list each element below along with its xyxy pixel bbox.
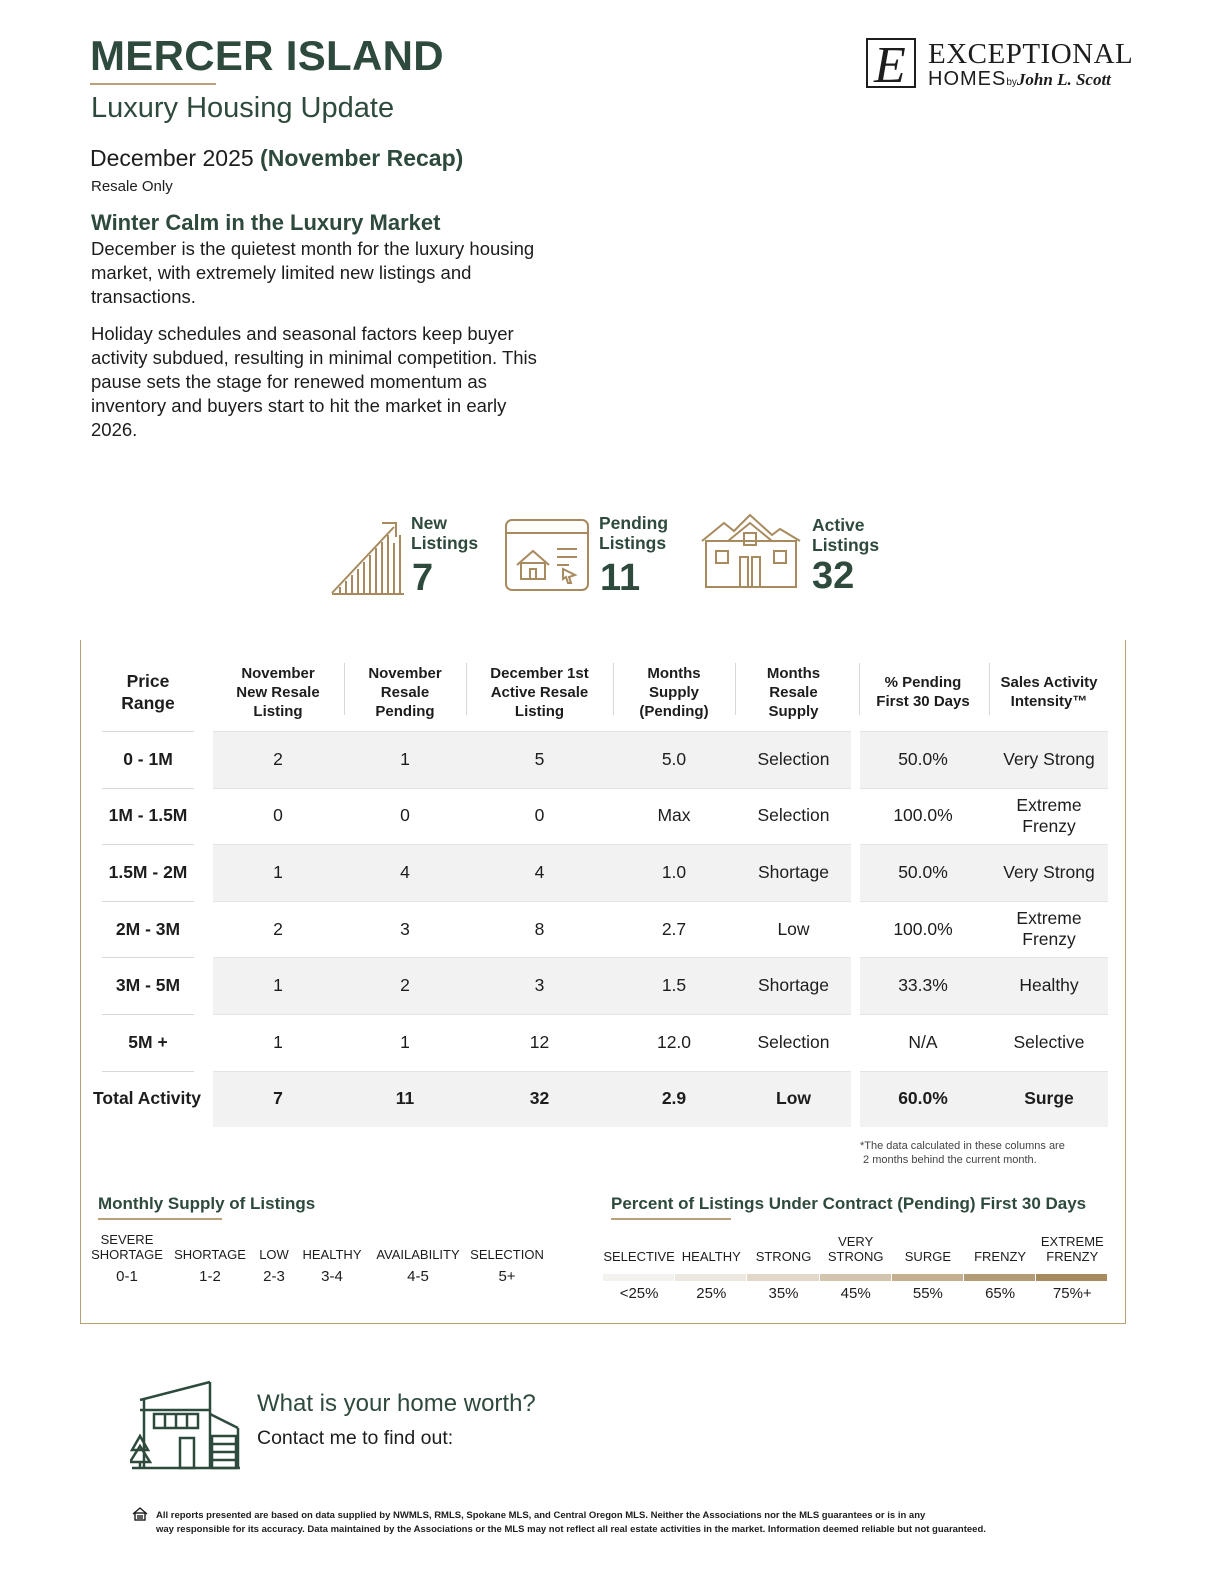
pending-legend-label: HEALTHY xyxy=(681,1249,741,1264)
cta-contact: Contact me to find out: xyxy=(257,1427,454,1449)
article-paragraph-2: Holiday schedules and seasonal factors keep buyer activity subdued, resulting in minimal competition. This pause sets the stage for renewed momentum as inventory and buyers start to hit the market in early 2026. xyxy=(91,323,537,440)
table-cell-resale_supply: Shortage xyxy=(757,861,830,882)
resale-note: Resale Only xyxy=(91,178,173,195)
table-cell-supply_pending: 1.5 xyxy=(661,975,687,996)
equal-housing-icon xyxy=(132,1507,148,1526)
stat-active-label-1: Active xyxy=(812,515,865,535)
stat-pending-label-1: Pending xyxy=(599,513,669,533)
table-cell-active: 4 xyxy=(534,861,545,882)
header-separator xyxy=(344,663,345,715)
page-subtitle: Luxury Housing Update xyxy=(91,92,395,124)
table-cell-active: 5 xyxy=(534,748,545,769)
table-cell-supply_pending: 1.0 xyxy=(661,861,687,882)
stat-active-value: 32 xyxy=(812,555,855,597)
table-cell-pct_pending: 50.0% xyxy=(898,748,948,769)
logo-by: by xyxy=(1006,77,1017,88)
recap-label: (November Recap) xyxy=(260,145,464,171)
supply-legend-label: AVAILABILITY xyxy=(376,1247,460,1262)
table-cell-pending: 4 xyxy=(400,861,410,882)
supply-legend-label: SHORTAGE xyxy=(174,1247,246,1262)
pending-legend-range: 25% xyxy=(696,1285,727,1302)
cta-house-illustration xyxy=(130,1378,242,1475)
pending-legend-swatch xyxy=(892,1274,963,1281)
supply-legend-range: 2-3 xyxy=(263,1268,285,1285)
table-cell-pct_pending: 33.3% xyxy=(898,975,948,996)
modern-house-icon xyxy=(130,1378,242,1470)
table-cell-pct_pending: N/A xyxy=(908,1031,938,1052)
table-cell-resale_supply: Low xyxy=(777,918,810,939)
header-separator xyxy=(735,663,736,715)
table-header-pending: November Resale Pending xyxy=(368,664,442,720)
logo-mark-icon: E xyxy=(866,38,916,88)
pending-legend-range: 45% xyxy=(840,1285,871,1302)
pending-legend-label: SURGE xyxy=(904,1249,951,1264)
table-header-supply_pending: Months Supply (Pending) xyxy=(639,664,709,720)
table-header-resale_supply: Months Resale Supply xyxy=(766,664,821,720)
table-cell-resale_supply: Selection xyxy=(757,805,830,826)
stat-pending-value: 11 xyxy=(600,557,641,599)
pending-legend-title: Percent of Listings Under Contract (Pending) First 30 Days xyxy=(611,1194,1087,1213)
table-header-active: December 1st Active Resale Listing xyxy=(490,664,589,720)
pending-legend-swatch xyxy=(747,1274,818,1281)
stat-pending-label-2: Listings xyxy=(599,533,667,553)
price-range-label: 0 - 1M xyxy=(123,748,173,769)
table-cell-resale_supply: Shortage xyxy=(757,975,830,996)
supply-legend-label: HEALTHY xyxy=(302,1247,362,1262)
table-header-range: Price Range xyxy=(121,671,175,713)
header-separator xyxy=(466,663,467,715)
price-range-label: 1.5M - 2M xyxy=(108,861,188,882)
disclaimer xyxy=(156,1509,1056,1537)
table-cell-intensity: Extreme Frenzy xyxy=(1016,908,1082,950)
table-cell-pending: 2 xyxy=(400,975,410,996)
supply-legend-label: LOW xyxy=(259,1247,289,1262)
page-title: MERCER ISLAND xyxy=(90,32,444,79)
table-cell-intensity: Healthy xyxy=(1019,975,1079,996)
table-cell-active: 32 xyxy=(529,1088,550,1109)
table-cell-active: 12 xyxy=(529,1031,550,1052)
pending-legend-swatch xyxy=(675,1274,746,1281)
table-cell-supply_pending: 2.9 xyxy=(661,1088,687,1109)
disclaimer-line-2: way responsible for its accuracy. Data maintained by the Associations or the MLS may not reflect all real estate activities in the market. Information deemed reliable but not guaranteed. xyxy=(156,1524,986,1535)
supply-legend-range: 1-2 xyxy=(199,1268,221,1285)
table-cell-supply_pending: 5.0 xyxy=(661,748,687,769)
pending-legend-swatch xyxy=(964,1274,1035,1281)
supply-legend-range: 4-5 xyxy=(407,1268,429,1285)
supply-legend-range: 5+ xyxy=(498,1268,516,1285)
supply-legend-label: SELECTION xyxy=(470,1247,544,1262)
table-cell-supply_pending: 2.7 xyxy=(661,918,687,939)
table-cell-pending: 0 xyxy=(400,805,410,826)
table-cell-intensity: Very Strong xyxy=(1003,861,1095,882)
supply-legend-underline xyxy=(98,1218,222,1220)
table-cell-intensity: Surge xyxy=(1024,1088,1074,1109)
table-cell-pending: 11 xyxy=(395,1088,415,1109)
pending-legend-swatch xyxy=(1036,1274,1107,1281)
table-cell-pending: 1 xyxy=(400,748,410,769)
logo-line1: EXCEPTIONAL xyxy=(928,38,1134,70)
supply-legend-range: 3-4 xyxy=(321,1268,343,1285)
table-cell-new: 7 xyxy=(273,1088,283,1109)
header-separator xyxy=(859,663,860,715)
table-cell-new: 1 xyxy=(273,1031,283,1052)
table-cell-new: 1 xyxy=(273,975,283,996)
table-cell-intensity: Extreme Frenzy xyxy=(1016,794,1082,836)
table-cell-resale_supply: Selection xyxy=(757,748,830,769)
table-cell-new: 2 xyxy=(273,918,283,939)
table-cell-pct_pending: 100.0% xyxy=(893,805,953,826)
header-separator xyxy=(613,663,614,715)
stat-new-value: 7 xyxy=(412,557,434,599)
price-range-label: 5M + xyxy=(128,1031,168,1052)
logo-brand: John L. Scott xyxy=(1016,70,1111,89)
table-cell-active: 8 xyxy=(534,918,545,939)
price-range-label: Total Activity xyxy=(93,1088,201,1109)
supply-legend-label: SEVERE SHORTAGE xyxy=(91,1232,163,1262)
table-footnote: *The data calculated in these columns are 2 months behind the current month. xyxy=(860,1140,1065,1166)
table-cell-pct_pending: 50.0% xyxy=(898,861,948,882)
disclaimer-line-1: All reports presented are based on data supplied by NWMLS, RMLS, Spokane MLS, and Central Oregon MLS. Neither the Associations nor the MLS guarantees or is in any xyxy=(156,1510,926,1521)
pending-legend-label: STRONG xyxy=(755,1249,812,1264)
table-cell-supply_pending: Max xyxy=(657,805,691,826)
stat-new-label-2: Listings xyxy=(411,533,479,553)
stat-new-label-1: New xyxy=(411,513,447,533)
stat-active-label-2: Listings xyxy=(812,535,880,555)
supply-legend-title: Monthly Supply of Listings xyxy=(98,1194,316,1213)
table-cell-active: 0 xyxy=(534,805,545,826)
cta-question: What is your home worth? xyxy=(257,1390,536,1417)
price-range-label: 3M - 5M xyxy=(115,975,181,996)
pending-legend-label: VERY STRONG xyxy=(827,1234,884,1264)
table-cell-pending: 1 xyxy=(400,1031,410,1052)
table-cell-pending: 3 xyxy=(400,918,410,939)
article-paragraph-1: December is the quietest month for the luxury housing market, with extremely limited new listings and transactions. xyxy=(91,238,535,307)
pending-legend-label: FRENZY xyxy=(974,1249,1027,1264)
pending-legend-range: 65% xyxy=(985,1285,1016,1302)
pending-legend-swatch xyxy=(820,1274,891,1281)
pending-legend-range: 35% xyxy=(768,1285,799,1302)
pending-legend-range: <25% xyxy=(619,1285,659,1302)
supply-legend-range: 0-1 xyxy=(116,1268,138,1285)
table-cell-new: 2 xyxy=(273,748,283,769)
header-separator xyxy=(989,663,990,715)
table-cell-new: 1 xyxy=(273,861,283,882)
pending-legend-underline xyxy=(611,1218,731,1220)
table-cell-intensity: Selective xyxy=(1013,1031,1085,1052)
table-cell-resale_supply: Selection xyxy=(757,1031,830,1052)
table-cell-intensity: Very Strong xyxy=(1003,748,1095,769)
table-cell-supply_pending: 12.0 xyxy=(656,1031,692,1052)
table-cell-pct_pending: 60.0% xyxy=(898,1088,948,1109)
pending-legend-label: EXTREME FRENZY xyxy=(1040,1234,1104,1264)
table-header-intensity: Sales Activity Intensity™ xyxy=(1000,674,1098,710)
table-cell-new: 0 xyxy=(273,805,283,826)
pending-legend-swatch xyxy=(603,1274,674,1281)
pending-legend-range: 75%+ xyxy=(1052,1285,1092,1302)
logo-homes: HOMES xyxy=(928,68,1007,90)
pending-legend-range: 55% xyxy=(912,1285,943,1302)
table-header-pct_pending: % Pending First 30 Days xyxy=(876,674,970,710)
pending-legend-label: SELECTIVE xyxy=(603,1249,675,1264)
article-headline: Winter Calm in the Luxury Market xyxy=(91,210,441,235)
table-cell-pct_pending: 100.0% xyxy=(893,918,953,939)
table-cell-resale_supply: Low xyxy=(776,1088,811,1109)
price-range-label: 1M - 1.5M xyxy=(108,805,188,826)
table-header-new: November New Resale Listing xyxy=(236,664,320,720)
report-month: December 2025 xyxy=(90,145,254,171)
table-cell-active: 3 xyxy=(534,975,545,996)
price-range-label: 2M - 3M xyxy=(115,918,181,939)
